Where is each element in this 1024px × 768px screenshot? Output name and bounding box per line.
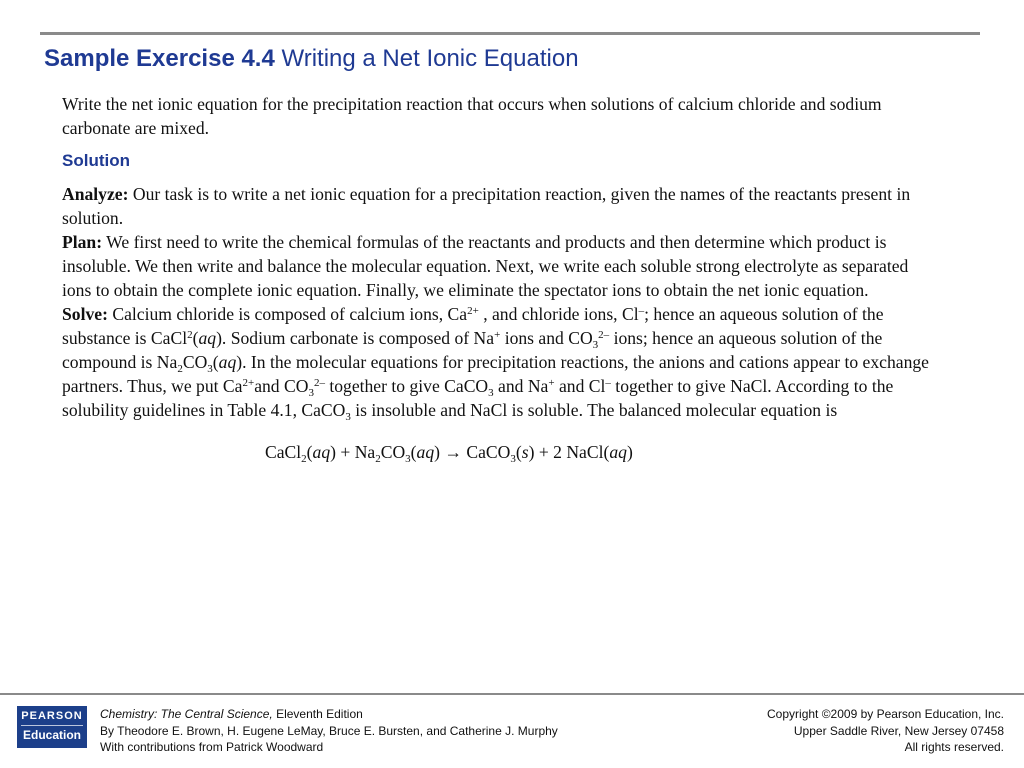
- title-topic: Writing a Net Ionic Equation: [281, 45, 579, 72]
- footer-divider: [0, 693, 1024, 695]
- exercise-body: [62, 92, 942, 464]
- footer-rights: All rights reserved.: [904, 740, 1004, 754]
- footer-contributions: With contributions from Patrick Woodward: [100, 740, 324, 754]
- footer-book-title: Chemistry: The Central Science,: [100, 707, 273, 721]
- footer-copyright-line: Copyright ©2009 by Pearson Education, Inc.: [767, 707, 1004, 721]
- molecular-equation: CaCl$_2$(aq) + $Na_2CO_3(aq)$ → CaCO$_3$(s) + 2 NaCl(aq): [265, 442, 633, 465]
- analyze-paragraph: [62, 182, 942, 230]
- logo-divider: [21, 725, 83, 726]
- pearson-logo: [17, 706, 87, 748]
- logo-top-text: PEARSON: [21, 710, 83, 722]
- analyze-label: Analyze:: [62, 184, 129, 204]
- page-title: [44, 45, 579, 73]
- plan-text: We first need to write the chemical formulas of the reactants and products and then determine which product is insoluble. We then write and balance the molecular equation. Next, we write each soluble strong electrolyte as separated ions to obtain the complete ionic equation. Finally, we eliminate the spectator ions to obtain the net ionic equation.: [62, 232, 909, 300]
- footer-copyright: [767, 706, 1004, 756]
- plan-label: Plan:: [62, 232, 103, 252]
- logo-bottom-text: Education: [22, 728, 81, 742]
- solve-text: Calcium chloride is composed of calcium ions, $Ca^{2+}$ , and chloride ions, Cl–; hence an aqueous solution of the substance is CaCl$^2$(aq). Sodium carbonate is composed of Na+ ions and $CO_3^{2-}$ ions; hence an aqueous solution of the compound is $Na_2CO_3(aq)$. In the molecular equations for precipitation reactions, the anions and cations appear to exchange partners. Thus, we put $Ca^{2+}and$ $CO_3^{2-}$ together to give CaCO$_3$ and Na+ and Cl– together to give NaCl. According to the solubility guidelines in Table 4.1, CaCO$_3$ is insoluble and NaCl is soluble. The balanced molecular equation is: [62, 304, 929, 423]
- footer-address: Upper Saddle River, New Jersey 07458: [793, 723, 1004, 738]
- title-exercise-number: Sample Exercise 4.4: [44, 45, 275, 72]
- footer-book-line: [100, 706, 558, 723]
- footer-citation: [100, 706, 558, 756]
- solution-heading: Solution: [62, 151, 130, 170]
- plan-paragraph: [62, 230, 942, 302]
- analyze-text: Our task is to write a net ionic equation for a precipitation reaction, given the names of the reactants present in solution.: [62, 184, 911, 228]
- footer-authors: By Theodore E. Brown, H. Eugene LeMay, Bruce E. Bursten, and Catherine J. Murphy: [100, 723, 558, 738]
- footer-edition: Eleventh Edition: [272, 707, 363, 721]
- problem-prompt: Write the net ionic equation for the precipitation reaction that occurs when solutions of calcium chloride and sodium carbonate are mixed.: [62, 94, 882, 138]
- solve-label: Solve:: [62, 304, 108, 324]
- top-divider: [40, 32, 980, 35]
- solve-paragraph: [62, 302, 942, 422]
